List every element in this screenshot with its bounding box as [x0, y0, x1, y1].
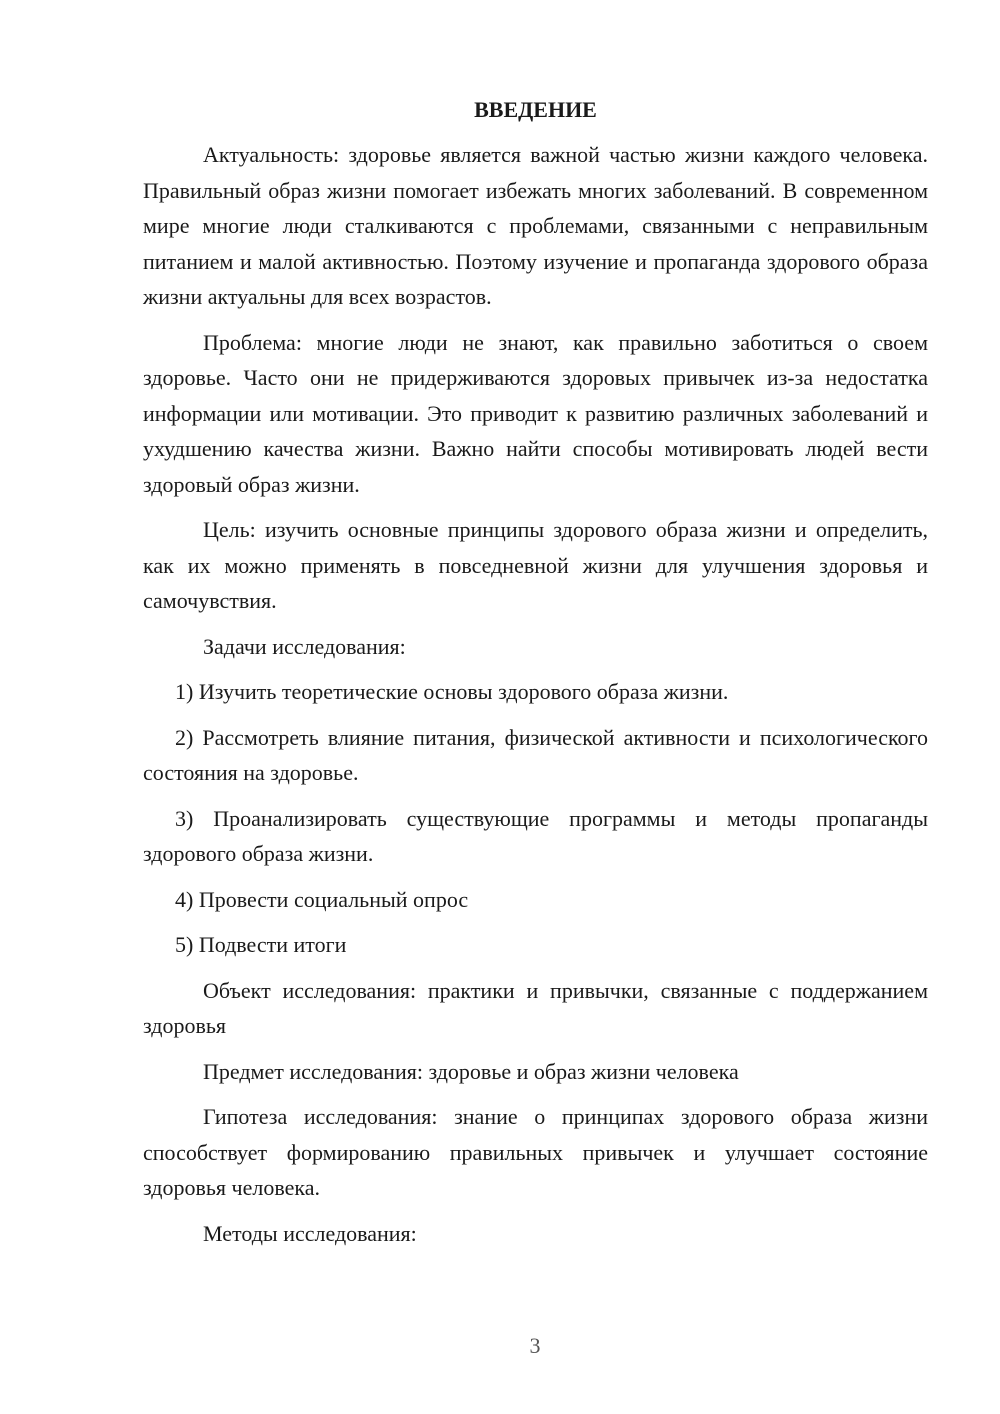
list-item: 1) Изучить теоретические основы здорового образа жизни. — [175, 679, 729, 704]
list-item: 3) Проанализировать существующие программы и методы пропаганды здорового образа жизни. — [143, 805, 928, 866]
subject-paragraph: Предмет исследования: здоровье и образ жизни человека — [203, 1058, 739, 1084]
relevance-paragraph: Актуальность: здоровье является важной частью жизни каждого человека. Правильный образ жизни помогает избежать многих заболеваний. В современном мире многие люди сталкиваются с проблемами, связанными с неправильным питанием и малой активностью. Поэтому изучение и пропаганда здорового образа жизни актуальны для всех возрастов. — [143, 142, 928, 309]
list-item: 2) Рассмотреть влияние питания, физической активности и психологического состояния на здоровье. — [143, 724, 928, 785]
goal-paragraph: Цель: изучить основные принципы здорового образа жизни и определить, как их можно применять в повседневной жизни для улучшения здоровья и самочувствия. — [143, 517, 928, 613]
methods-heading: Методы исследования: — [203, 1220, 417, 1246]
problem-paragraph: Проблема: многие люди не знают, как правильно заботиться о своем здоровье. Часто они не придерживаются здоровых привычек из-за недостатка информации или мотивации. Это приводит к развитию различных заболеваний и ухудшению качества жизни. Важно найти способы мотивировать людей вести здоровый образ жизни. — [143, 329, 928, 497]
list-item: 5) Подвести итоги — [175, 932, 347, 957]
tasks-heading: Задачи исследования: — [203, 633, 406, 659]
page-number: 3 — [529, 1333, 541, 1358]
document-page — [143, 92, 928, 1261]
hypothesis-paragraph: Гипотеза исследования: знание о принципах здорового образа жизни способствует формированию правильных привычек и улучшает состояние здоровья человека. — [143, 1104, 928, 1200]
tasks-list — [143, 674, 928, 963]
object-paragraph: Объект исследования: практики и привычки, связанные с поддержанием здоровья — [143, 977, 928, 1038]
page-title: ВВЕДЕНИЕ — [474, 97, 597, 122]
list-item: 4) Провести социальный опрос — [175, 886, 469, 912]
